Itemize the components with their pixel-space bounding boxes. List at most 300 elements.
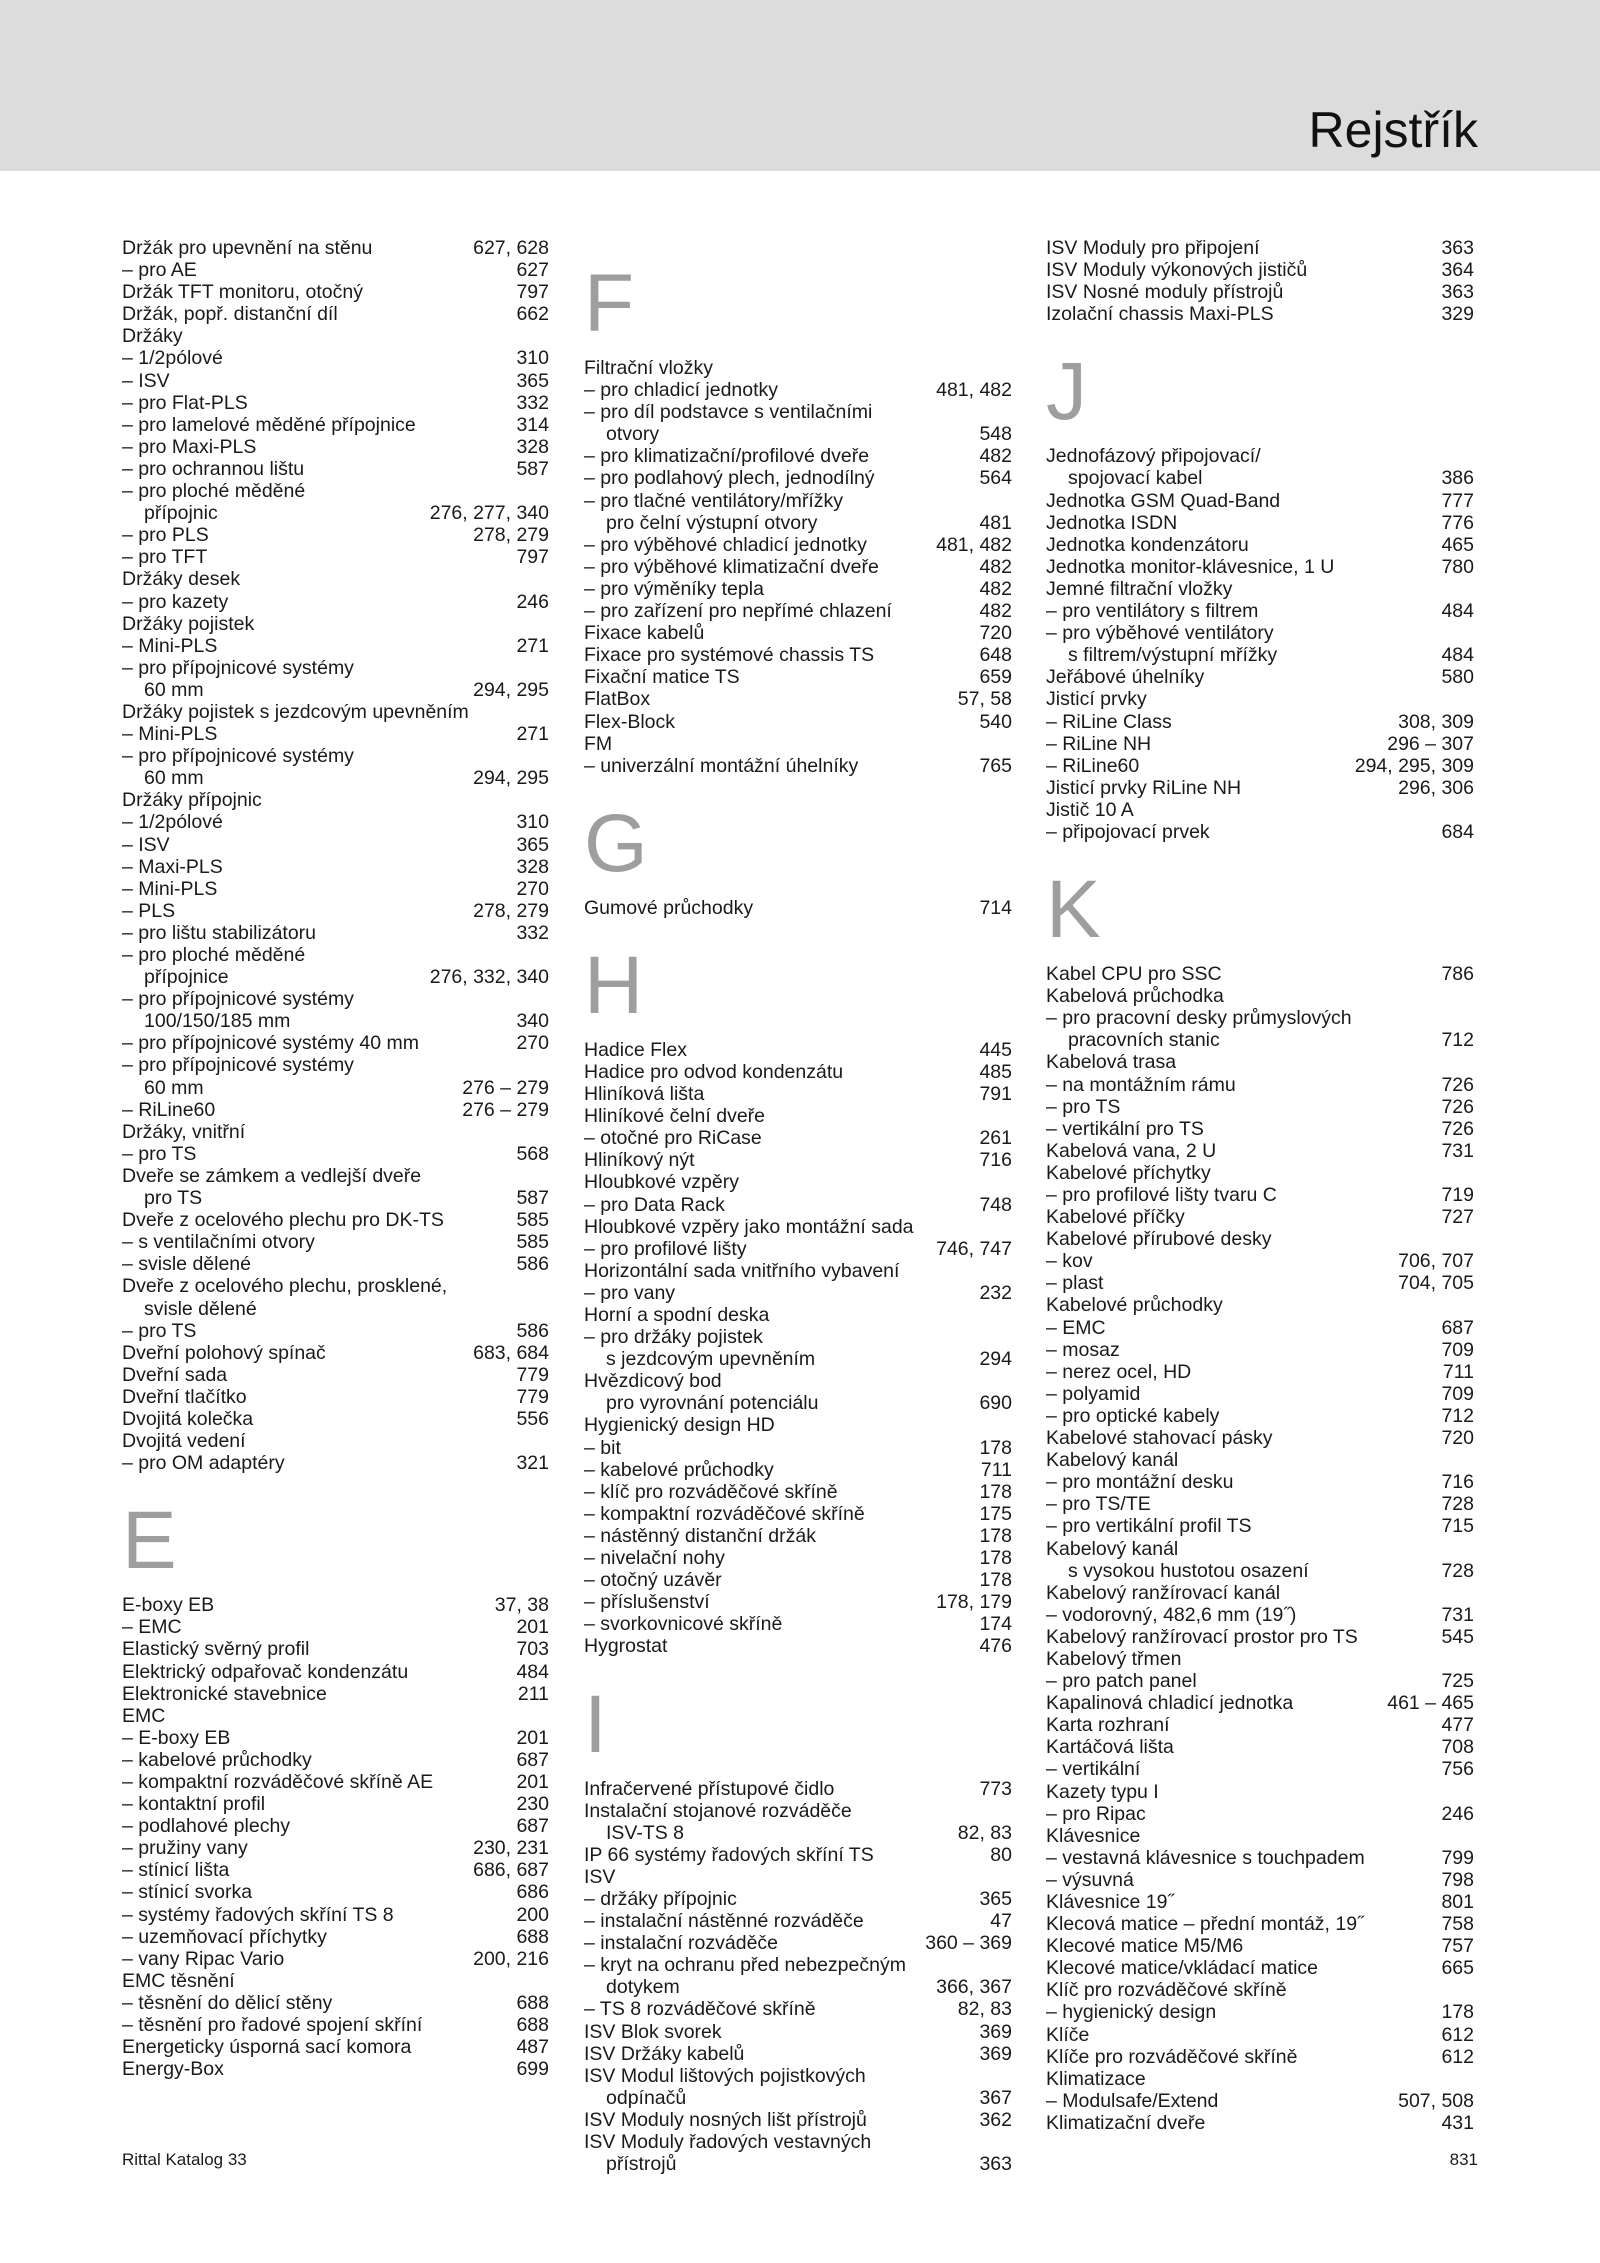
entry-pages: 246	[1441, 1802, 1474, 1825]
entry-term: Držáky pojistek	[122, 612, 255, 635]
entry-pages: 308, 309	[1398, 710, 1474, 733]
entry-pages: 587	[516, 1187, 549, 1210]
entry-term: Jednofázový připojovací/	[1046, 445, 1261, 468]
entry-term: Kabelový třmen	[1046, 1647, 1182, 1670]
index-entry	[122, 392, 549, 414]
index-entry	[1046, 1847, 1474, 1869]
index-entry	[122, 1793, 549, 1815]
entry-term: – EMC	[122, 1616, 182, 1639]
index-entry	[584, 2021, 1012, 2043]
entry-pages: 276, 277, 340	[429, 502, 549, 525]
entry-term: – pružiny vany	[122, 1837, 248, 1860]
entry-pages: 731	[1441, 1139, 1474, 1162]
index-entry	[1046, 490, 1474, 512]
entry-pages: 709	[1441, 1338, 1474, 1361]
entry-pages: 548	[979, 423, 1012, 446]
entry-term: – pro výběhové chladicí jednotky	[584, 533, 867, 556]
entry-term: Fixace pro systémové chassis TS	[584, 644, 875, 667]
entry-pages: 687	[516, 1748, 549, 1771]
entry-term: – kontaktní profil	[122, 1793, 266, 1816]
entry-pages: 564	[979, 467, 1012, 490]
entry-pages: 296 – 307	[1387, 732, 1474, 755]
index-entry	[1046, 1471, 1474, 1493]
index-entry	[1046, 2090, 1474, 2112]
index-entry	[584, 1348, 1012, 1370]
section-letter: E	[122, 1495, 177, 1587]
index-entry	[1046, 1891, 1474, 1913]
index-entry	[122, 480, 549, 502]
entry-term: Dveřní polohový spínač	[122, 1341, 326, 1364]
entry-term: – pro výměníky tepla	[584, 577, 764, 600]
entry-pages: 481, 482	[936, 533, 1012, 556]
index-entry	[122, 2058, 549, 2080]
entry-pages: 612	[1441, 2045, 1474, 2068]
entry-term: s jezdcovým upevněním	[606, 1348, 816, 1371]
entry-term: ISV Moduly pro připojení	[1046, 237, 1260, 259]
entry-pages: 703	[516, 1638, 549, 1661]
entry-term: – ISV	[122, 833, 170, 856]
entry-term: – instalační rozváděče	[584, 1932, 779, 1955]
entry-term: – kabelové průchodky	[122, 1748, 312, 1771]
index-entry	[1046, 1007, 1474, 1029]
entry-pages: 684	[1441, 820, 1474, 843]
section-letter: G	[584, 797, 648, 889]
index-entry	[1046, 1317, 1474, 1339]
index-entry	[1046, 1582, 1474, 1604]
entry-pages: 271	[516, 723, 549, 746]
index-entry	[584, 1591, 1012, 1613]
entry-term: Dveřní tlačítko	[122, 1385, 247, 1408]
entry-term: ISV Moduly výkonových jističů	[1046, 259, 1308, 282]
entry-pages: 779	[516, 1385, 549, 1408]
entry-pages: 270	[516, 1032, 549, 1055]
entry-term: Energeticky úsporná sací komora	[122, 2036, 412, 2059]
entry-pages: 587	[516, 457, 549, 480]
index-entry	[122, 1275, 549, 1297]
index-entry	[584, 1866, 1012, 1888]
entry-term: ISV Moduly nosných lišt přístrojů	[584, 2108, 867, 2131]
entry-term: Kabelová trasa	[1046, 1051, 1177, 1074]
entry-pages: 708	[1441, 1736, 1474, 1759]
entry-pages: 758	[1441, 1913, 1474, 1936]
entry-pages: 246	[516, 590, 549, 613]
index-entry	[584, 2043, 1012, 2065]
entry-pages: 200	[516, 1903, 549, 1926]
entry-term: přípojnice	[144, 966, 229, 989]
entry-term: – držáky přípojnic	[584, 1887, 737, 1910]
index-entry	[1046, 1272, 1474, 1294]
index-entry	[122, 237, 549, 259]
index-entry	[122, 1948, 549, 1970]
entry-pages: 476	[979, 1635, 1012, 1658]
entry-pages: 270	[516, 877, 549, 900]
entry-pages: 369	[979, 2042, 1012, 2065]
entry-pages: 364	[1441, 259, 1474, 282]
index-entry	[584, 1954, 1012, 1976]
entry-term: přípojnic	[144, 502, 218, 525]
index-entry	[584, 622, 1012, 644]
entry-term: Infračervené přístupové čidlo	[584, 1777, 835, 1800]
entry-term: odpínačů	[606, 2086, 687, 2109]
index-entry	[1046, 1515, 1474, 1537]
entry-term: ISV Blok svorek	[584, 2020, 722, 2043]
index-entry	[122, 701, 549, 723]
entry-term: – pro zařízení pro nepřímé chlazení	[584, 600, 892, 623]
entry-pages: 716	[1441, 1471, 1474, 1494]
index-entry	[122, 325, 549, 347]
index-entry	[122, 1054, 549, 1076]
entry-term: Jemné filtrační vložky	[1046, 577, 1233, 600]
entry-term: – hygienický design	[1046, 2001, 1217, 2024]
entry-pages: 688	[516, 1991, 549, 2014]
entry-term: Kabelové příčky	[1046, 1206, 1185, 1229]
entry-term: – 1/2pólové	[122, 811, 223, 834]
entry-term: Klávesnice	[1046, 1824, 1141, 1847]
entry-term: Držáky desek	[122, 568, 241, 591]
entry-term: 60 mm	[144, 767, 204, 790]
entry-pages: 683, 684	[473, 1341, 549, 1364]
index-entry	[122, 1121, 549, 1143]
entry-term: – vertikální pro TS	[1046, 1117, 1204, 1140]
entry-term: Kabelový ranžírovací prostor pro TS	[1046, 1625, 1358, 1648]
entry-pages: 776	[1441, 511, 1474, 534]
index-entry	[122, 900, 549, 922]
entry-term: Instalační stojanové rozváděče	[584, 1799, 852, 1822]
entry-pages: 748	[979, 1193, 1012, 1216]
index-entry	[122, 1386, 549, 1408]
entry-pages: 484	[516, 1660, 549, 1683]
index-entry	[1046, 1427, 1474, 1449]
index-entry	[1046, 1538, 1474, 1560]
index-entry	[1046, 985, 1474, 1007]
entry-pages: 230, 231	[473, 1837, 549, 1860]
index-entry	[1046, 1206, 1474, 1228]
entry-pages: 799	[1441, 1846, 1474, 1869]
entry-term: – vestavná klávesnice s touchpadem	[1046, 1846, 1365, 1869]
entry-pages: 659	[979, 666, 1012, 689]
entry-pages: 731	[1441, 1603, 1474, 1626]
entry-term: otvory	[606, 423, 660, 446]
index-entry	[584, 1260, 1012, 1282]
entry-pages: 278, 279	[473, 899, 549, 922]
entry-pages: 230	[516, 1793, 549, 1816]
entry-term: Hadice Flex	[584, 1038, 687, 1061]
index-entry	[1046, 2024, 1474, 2046]
entry-pages: 174	[979, 1613, 1012, 1636]
index-entry	[1046, 733, 1474, 755]
entry-term: – pro ochrannou lištu	[122, 457, 305, 480]
entry-pages: 665	[1441, 1957, 1474, 1980]
entry-term: Držáky	[122, 325, 183, 348]
entry-term: Klíč pro rozváděčové skříně	[1046, 1979, 1287, 2002]
index-entry	[1046, 1140, 1474, 1162]
index-entry	[122, 767, 549, 789]
entry-pages: 201	[516, 1771, 549, 1793]
entry-term: svisle dělené	[144, 1297, 257, 1320]
footer-catalog-name: Rittal Katalog 33	[122, 2150, 247, 2169]
entry-pages: 178	[1441, 2001, 1474, 2024]
index-entry	[584, 1976, 1012, 1998]
entry-term: – 1/2pólové	[122, 347, 223, 370]
entry-pages: 482	[979, 555, 1012, 578]
index-entry	[584, 1171, 1012, 1193]
entry-pages: 57, 58	[957, 688, 1012, 711]
index-entry	[1046, 2112, 1474, 2134]
entry-pages: 712	[1441, 1029, 1474, 1052]
entry-pages: 728	[1441, 1493, 1474, 1516]
index-entry	[584, 1194, 1012, 1216]
entry-term: – vodorovný, 482,6 mm (19˝)	[1046, 1603, 1297, 1626]
entry-term: Hadice pro odvod kondenzátu	[584, 1060, 844, 1083]
entry-term: – RiLine Class	[1046, 710, 1172, 733]
entry-term: – pro Data Rack	[584, 1193, 725, 1216]
entry-term: Jisticí prvky RiLine NH	[1046, 776, 1242, 799]
entry-pages: 211	[517, 1682, 549, 1705]
entry-term: Gumové průchodky	[584, 896, 754, 919]
entry-term: – pro OM adaptéry	[122, 1452, 285, 1475]
entry-pages: 540	[979, 710, 1012, 733]
entry-term: – výsuvná	[1046, 1868, 1134, 1891]
entry-pages: 37, 38	[494, 1594, 549, 1617]
entry-term: – EMC	[1046, 1316, 1106, 1339]
index-entry	[1046, 1869, 1474, 1891]
entry-term: Klecová matice – přední montáž, 19˝	[1046, 1913, 1364, 1936]
entry-pages: 487	[516, 2036, 549, 2059]
index-entry	[1046, 1449, 1474, 1471]
page-title: Rejstřík	[1308, 102, 1478, 158]
entry-pages: 332	[516, 921, 549, 944]
entry-term: Fixace kabelů	[584, 622, 705, 645]
index-entry	[584, 556, 1012, 578]
index-entry	[122, 1638, 549, 1660]
entry-term: – těsnění do dělicí stěny	[122, 1991, 333, 2014]
entry-term: – Maxi-PLS	[122, 855, 223, 878]
entry-term: Elastický svěrný profil	[122, 1638, 310, 1661]
entry-term: – Modulsafe/Extend	[1046, 2089, 1219, 2112]
entry-term: – pro přípojnicové systémy	[122, 1054, 354, 1077]
index-entry	[1046, 1361, 1474, 1383]
index-entry	[122, 723, 549, 745]
entry-term: Izolační chassis Maxi-PLS	[1046, 303, 1274, 326]
entry-term: – pro vertikální profil TS	[1046, 1515, 1252, 1538]
entry-term: – kompaktní rozváděčové skříně AE	[122, 1771, 434, 1793]
entry-term: Hloubkové vzpěry jako montážní sada	[584, 1215, 914, 1238]
entry-term: – na montážním rámu	[1046, 1073, 1236, 1096]
entry-pages: 699	[516, 2058, 549, 2081]
index-entry	[122, 524, 549, 546]
index-entry	[584, 2153, 1012, 2175]
index-column-1	[122, 237, 549, 2080]
entry-pages: 271	[516, 634, 549, 657]
entry-pages: 232	[979, 1281, 1012, 1304]
index-entry	[122, 789, 549, 811]
entry-term: – pro chladicí jednotky	[584, 379, 779, 402]
entry-pages: 328	[516, 855, 549, 878]
entry-term: Jednotka ISDN	[1046, 511, 1178, 534]
index-entry	[584, 1238, 1012, 1260]
entry-pages: 714	[979, 896, 1012, 919]
entry-pages: 704, 705	[1398, 1272, 1474, 1295]
entry-pages: 728	[1441, 1559, 1474, 1582]
entry-term: Fixační matice TS	[584, 666, 740, 689]
index-entry	[122, 1077, 549, 1099]
index-entry	[1046, 963, 1474, 985]
entry-pages: 178	[979, 1547, 1012, 1570]
entry-term: – TS 8 rozváděčové skříně	[584, 1998, 816, 2021]
index-entry	[122, 1253, 549, 1275]
entry-term: ISV Držáky kabelů	[584, 2042, 745, 2065]
index-entry	[584, 897, 1012, 919]
entry-pages: 568	[516, 1142, 549, 1165]
index-entry	[584, 1998, 1012, 2020]
index-entry	[122, 811, 549, 833]
entry-pages: 276, 332, 340	[429, 966, 549, 989]
entry-term: – pro ventilátory s filtrem	[1046, 600, 1259, 623]
entry-pages: 365	[516, 833, 549, 856]
entry-term: Dveře z ocelového plechu pro DK-TS	[122, 1209, 444, 1232]
entry-pages: 719	[1441, 1184, 1474, 1206]
entry-pages: 627	[516, 259, 549, 282]
entry-term: Jeřábové úhelníky	[1046, 666, 1205, 689]
index-entry	[1046, 821, 1474, 843]
index-entry	[584, 467, 1012, 489]
index-entry	[1046, 688, 1474, 710]
index-entry	[122, 1926, 549, 1948]
index-entry	[122, 1165, 549, 1187]
entry-pages: 690	[979, 1392, 1012, 1415]
index-entry	[1046, 1029, 1474, 1051]
index-entry	[584, 1547, 1012, 1569]
section-letter: J	[1046, 346, 1087, 438]
index-entry	[122, 1904, 549, 1926]
entry-pages: 477	[1441, 1714, 1474, 1737]
index-entry	[122, 1749, 549, 1771]
index-entry	[122, 303, 549, 325]
entry-pages: 720	[979, 622, 1012, 645]
index-entry	[584, 534, 1012, 556]
entry-pages: 82, 83	[957, 1821, 1012, 1844]
entry-pages: 363	[1441, 281, 1474, 304]
entry-pages: 294	[979, 1348, 1012, 1371]
entry-term: pracovních stanic	[1068, 1029, 1220, 1052]
entry-pages: 314	[516, 413, 549, 436]
index-entry	[1046, 1736, 1474, 1758]
index-entry	[584, 1149, 1012, 1171]
entry-pages: 687	[1441, 1316, 1474, 1339]
entry-term: Elektronické stavebnice	[122, 1682, 327, 1705]
index-entry	[122, 1099, 549, 1121]
index-entry	[1046, 1383, 1474, 1405]
entry-term: – těsnění pro řadové spojení skříní	[122, 2014, 423, 2037]
entry-term: – vany Ripac Vario	[122, 1947, 285, 1970]
entry-term: – pro přípojnicové systémy	[122, 988, 354, 1011]
entry-term: Držáky přípojnic	[122, 789, 262, 812]
entry-pages: 585	[516, 1209, 549, 1232]
entry-pages: 725	[1441, 1670, 1474, 1693]
entry-term: Klecové matice/vkládací matice	[1046, 1957, 1319, 1980]
index-entry	[1046, 1913, 1474, 1935]
index-entry	[122, 679, 549, 701]
entry-pages: 461 – 465	[1387, 1692, 1474, 1715]
index-entry	[584, 1039, 1012, 1061]
entry-pages: 711	[980, 1458, 1012, 1481]
index-entry	[584, 1844, 1012, 1866]
entry-pages: 200, 216	[473, 1947, 549, 1970]
index-entry	[122, 1231, 549, 1253]
index-entry	[122, 1727, 549, 1749]
entry-term: – pro TFT	[122, 546, 208, 569]
entry-term: Hliníkové čelní dveře	[584, 1105, 766, 1128]
entry-term: 100/150/185 mm	[144, 1010, 291, 1033]
entry-term: Držáky, vnitřní	[122, 1120, 246, 1143]
entry-pages: 80	[990, 1843, 1012, 1866]
index-entry	[122, 1430, 549, 1452]
index-entry	[1046, 1250, 1474, 1272]
index-entry	[1046, 799, 1474, 821]
entry-term: FlatBox	[584, 688, 651, 711]
entry-term: – pro optické kabely	[1046, 1404, 1220, 1427]
index-entry	[122, 1452, 549, 1474]
entry-term: – pro klimatizační/profilové dveře	[584, 445, 870, 468]
index-entry	[122, 1342, 549, 1364]
index-entry	[584, 423, 1012, 445]
index-entry	[584, 490, 1012, 512]
entry-term: – systémy řadových skříní TS 8	[122, 1903, 394, 1926]
index-column-2	[584, 237, 1012, 2175]
index-entry	[584, 1569, 1012, 1591]
index-entry	[122, 988, 549, 1010]
index-entry	[1046, 1405, 1474, 1427]
index-entry	[1046, 777, 1474, 799]
entry-pages: 328	[516, 435, 549, 458]
entry-term: – kabelové průchodky	[584, 1458, 774, 1481]
entry-pages: 332	[516, 391, 549, 414]
entry-pages: 365	[516, 369, 549, 392]
index-entry	[584, 1370, 1012, 1392]
entry-term: Hvězdicový bod	[584, 1370, 722, 1393]
index-entry	[122, 2036, 549, 2058]
index-entry	[584, 2087, 1012, 2109]
index-entry	[584, 1932, 1012, 1954]
entry-term: Jednotka monitor-klávesnice, 1 U	[1046, 555, 1335, 578]
index-entry	[122, 546, 549, 568]
entry-term: – kryt na ochranu před nebezpečným	[584, 1954, 906, 1977]
entry-pages: 686, 687	[473, 1859, 549, 1882]
entry-term: – pro profilové lišty tvaru C	[1046, 1184, 1277, 1206]
index-entry	[1046, 1051, 1474, 1073]
entry-term: – vertikální	[1046, 1758, 1141, 1781]
entry-pages: 586	[516, 1319, 549, 1342]
entry-term: – pro podlahový plech, jednodílný	[584, 467, 875, 490]
index-entry	[584, 2065, 1012, 2087]
index-entry	[1046, 1957, 1474, 1979]
entry-pages: 580	[1441, 666, 1474, 689]
index-entry	[122, 657, 549, 679]
entry-pages: 178	[979, 1569, 1012, 1592]
entry-pages: 362	[979, 2108, 1012, 2131]
section-letter: K	[1046, 864, 1101, 956]
index-entry	[1046, 1493, 1474, 1515]
entry-term: – klíč pro rozváděčové skříně	[584, 1480, 838, 1503]
entry-term: Klecové matice M5/M6	[1046, 1935, 1244, 1958]
index-entry	[584, 2131, 1012, 2153]
index-entry	[1046, 259, 1474, 281]
index-entry	[584, 666, 1012, 688]
index-entry	[584, 1503, 1012, 1525]
entry-term: pro čelní výstupní otvory	[606, 511, 818, 534]
entry-pages: 294, 295	[473, 767, 549, 790]
index-entry	[1046, 1648, 1474, 1670]
